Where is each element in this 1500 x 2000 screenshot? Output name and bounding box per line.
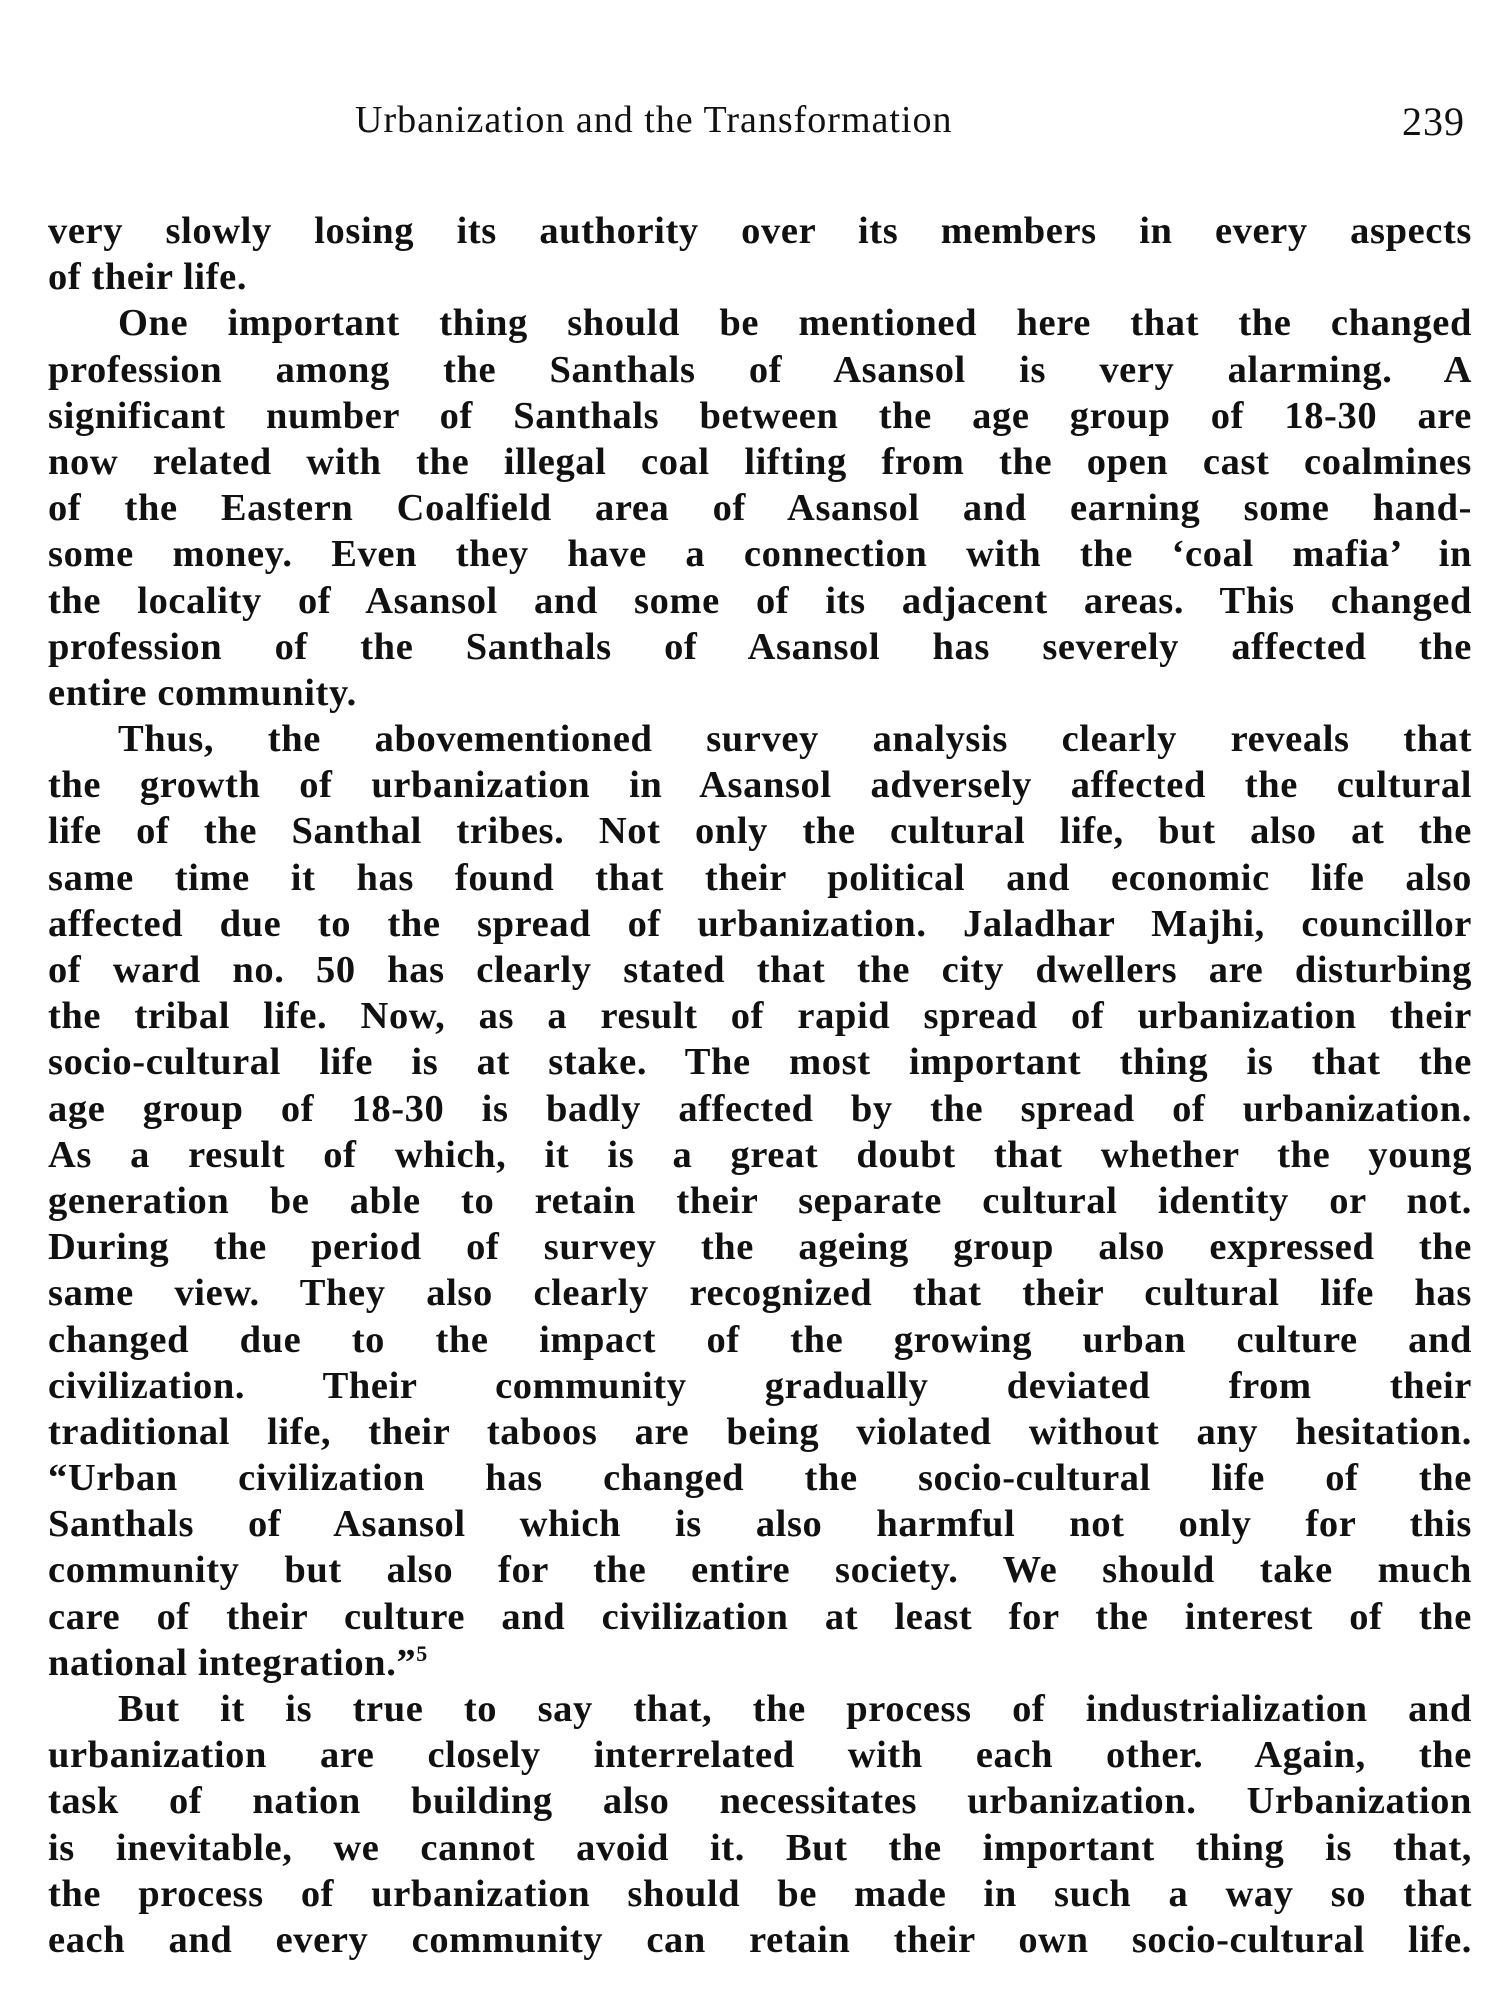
- text-line: profession among the Santhals of Asansol is very alarming. A: [48, 348, 1472, 391]
- text-line: the locality of Asansol and some of its adjacent areas. This changed: [48, 579, 1472, 622]
- text-line: now related with the illegal coal lifting from the open cast coalmines: [48, 440, 1472, 483]
- text-line-with-footnote: [48, 1640, 1472, 1686]
- text-line: of their life.: [48, 256, 248, 299]
- text-line: community but also for the entire society. We should take much: [48, 1549, 1472, 1592]
- text-line: very slowly losing its authority over its members in every aspects: [48, 210, 1472, 252]
- text-line: generation be able to retain their separate cultural identity or not.: [48, 1179, 1472, 1222]
- body-text: [48, 208, 1472, 1963]
- text-line: Santhals of Asansol which is also harmful not only for this: [48, 1503, 1472, 1546]
- text-line: national integration.”: [48, 1641, 417, 1684]
- text-line: is inevitable, we cannot avoid it. But the important thing is that,: [48, 1826, 1472, 1869]
- text-line: each and every community can retain their own socio-cultural life.: [48, 1918, 1472, 1961]
- paragraph: [48, 300, 1472, 716]
- text-line: the process of urbanization should be made in such a way so that: [48, 1872, 1472, 1915]
- text-line: care of their culture and civilization at least for the interest of the: [48, 1595, 1472, 1638]
- text-line: During the period of survey the ageing group also expressed the: [48, 1226, 1472, 1269]
- text-line: the growth of urbanization in Asansol adversely affected the cultural: [48, 764, 1472, 807]
- text-line: age group of 18-30 is badly affected by the spread of urbanization.: [48, 1087, 1472, 1130]
- text-line: significant number of Santhals between the age group of 18-30 are: [48, 394, 1472, 437]
- text-line: traditional life, their taboos are being violated without any hesitation.: [48, 1410, 1472, 1453]
- text-line: entire community.: [48, 671, 357, 714]
- text-line: same time it has found that their political and economic life also: [48, 856, 1472, 899]
- text-line: socio-cultural life is at stake. The most important thing is that the: [48, 1041, 1472, 1084]
- text-line: changed due to the impact of the growing urban culture and: [48, 1318, 1472, 1361]
- running-header: [355, 98, 1465, 148]
- text-line: One important thing should be mentioned here that the changed: [118, 302, 1472, 345]
- page-number: 239: [1402, 99, 1465, 144]
- text-line: But it is true to say that, the process of industrialization and: [118, 1688, 1472, 1730]
- text-line: urbanization are closely interrelated with each other. Again, the: [48, 1734, 1472, 1777]
- text-line: As a result of which, it is a great doubt that whether the young: [48, 1133, 1472, 1176]
- footnote-marker: 5: [416, 1640, 428, 1666]
- text-line: some money. Even they have a connection with the ‘coal mafia’ in: [48, 533, 1472, 576]
- paragraph: [48, 716, 1472, 1686]
- text-line: same view. They also clearly recognized that their cultural life has: [48, 1272, 1472, 1315]
- text-line: “Urban civilization has changed the socio-cultural life of the: [48, 1457, 1472, 1500]
- text-line: civilization. Their community gradually deviated from their: [48, 1364, 1472, 1407]
- text-line: profession of the Santhals of Asansol has severely affected the: [48, 625, 1472, 668]
- running-title: Urbanization and the Transformation: [355, 99, 953, 141]
- paragraph: [48, 208, 1472, 300]
- text-line: Thus, the abovementioned survey analysis clearly reveals that: [118, 718, 1472, 761]
- text-line: affected due to the spread of urbanization. Jaladhar Majhi, councillor: [48, 902, 1472, 945]
- text-line: life of the Santhal tribes. Not only the cultural life, but also at the: [48, 810, 1472, 853]
- text-line: of the Eastern Coalfield area of Asansol and earning some hand-: [48, 487, 1472, 530]
- paragraph: [48, 1686, 1472, 1963]
- text-line: the tribal life. Now, as a result of rapid spread of urbanization their: [48, 995, 1472, 1038]
- text-line: of ward no. 50 has clearly stated that the city dwellers are disturbing: [48, 949, 1472, 991]
- text-line: task of nation building also necessitates urbanization. Urbanization: [48, 1780, 1472, 1823]
